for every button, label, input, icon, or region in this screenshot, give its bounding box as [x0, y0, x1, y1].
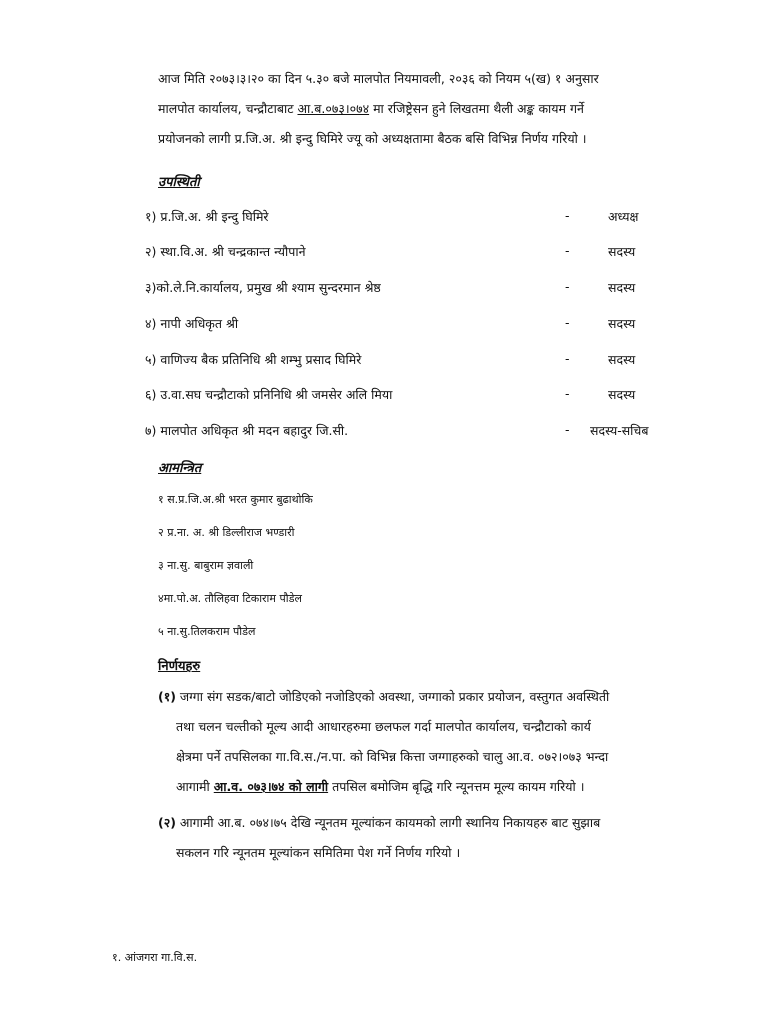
decisions-heading: निर्णयहरु — [158, 659, 201, 674]
invited-item: १ स.प्र.जि.अ.श्री भरत कुमार बुढाथोकि — [158, 493, 313, 506]
decision-number: (१) — [158, 689, 176, 704]
attendance-row — [145, 351, 705, 375]
invited-item: ४मा.पो.अ. तौलिहवा टिकाराम पौडेल — [158, 592, 302, 605]
decision-1-line-4-start: आगामी — [176, 779, 214, 794]
attendance-row — [145, 315, 705, 339]
decision-1-line-3: क्षेत्रमा पर्ने तपसिलका गा.वि.स./न.पा. को विभिन्न कित्ता जग्गाहरुको चालु आ.व. ०७२।०७३ भन्दा — [176, 749, 609, 764]
separator-dash: - — [565, 422, 570, 437]
member-name: ५) वाणिज्य बैक प्रतिनिधि श्री शम्भु प्रसाद घिमिरे — [145, 352, 362, 367]
separator-dash: - — [565, 315, 570, 330]
intro-line-2-rest: मा रजिष्ट्रेसन हुने लिखतमा थैली अङ्क कायम गर्ने — [369, 101, 584, 116]
member-name: ७) मालपोत अधिकृत श्री मदन बहादुर जि.सी. — [145, 423, 349, 438]
member-name: ४) नापी अधिकृत श्री — [145, 316, 239, 331]
attendance-row — [145, 386, 705, 410]
fiscal-year: आ.ब.०७३।०७४ — [297, 101, 370, 116]
attendance-row — [145, 208, 705, 232]
decision-number: (२) — [158, 815, 176, 830]
invited-item: २ प्र.ना. अ. श्री डिल्लीराज भण्डारी — [158, 526, 295, 539]
decision-1-text: जग्गा संग सडक/बाटो जोडिएको नजोडिएको अवस्था, जग्गाको प्रकार प्रयोजन, वस्तुगत अवस्थिती — [175, 689, 610, 704]
attendance-heading: उपस्थिती — [158, 175, 200, 190]
decision-2-line-1 — [158, 808, 698, 838]
member-role: सदस्य — [608, 352, 636, 367]
invited-heading: आमन्त्रित — [158, 461, 202, 476]
fiscal-year-emphasis: आ.व. ०७३।७४ को लागी — [213, 779, 329, 794]
decision-1 — [158, 682, 698, 802]
decision-2-text: आगामी आ.ब. ०७४।७५ देखि न्यूनतम मूल्यांकन कायमको लागी स्थानिय निकायहरु बाट सुझाब — [175, 815, 601, 830]
intro-line-1: आज मिति २०७३।३।२० का दिन ५.३० बजे मालपोत नियमावली, २०३६ को नियम ५(ख) १ अनुसार — [158, 71, 599, 86]
intro-line-3: प्रयोजनको लागी प्र.जि.अ. श्री इन्दु घिमिरे ज्यू को अध्यक्षतामा बैठक बसि विभिन्न निर्णय गरियो । — [158, 131, 587, 146]
member-role: सदस्य — [608, 387, 636, 402]
decision-1-line-4-rest: तपसिल बमोजिम बृद्धि गरि न्यूनत्तम मूल्य कायम गरियो । — [328, 779, 585, 794]
member-name: ६) उ.वा.सघ चन्द्रौटाको प्रनिनिधि श्री जमसेर अलि मिया — [145, 387, 393, 402]
member-name: २) स्था.वि.अ. श्री चन्द्रकान्त न्यौपाने — [145, 244, 306, 259]
attendance-row — [145, 422, 705, 446]
member-name: १) प्र.जि.अ. श्री इन्दु घिमिरे — [145, 209, 269, 224]
member-name: ३)को.ले.नि.कार्यालय, प्रमुख श्री श्याम सुन्दरमान श्रेष्ठ — [145, 280, 381, 295]
invited-item: ३ ना.सु. बाबुराम ज्ञवाली — [158, 559, 254, 572]
member-role: अध्यक्ष — [608, 209, 639, 224]
separator-dash: - — [565, 386, 570, 401]
member-role: सदस्य-सचिब — [590, 423, 649, 438]
decision-2 — [158, 808, 698, 868]
attendance-row — [145, 279, 705, 303]
intro-paragraph — [158, 64, 698, 154]
intro-line-2-text: मालपोत कार्यालय, चन्द्रौटाबाट — [158, 101, 298, 116]
separator-dash: - — [565, 351, 570, 366]
member-role: सदस्य — [608, 316, 636, 331]
member-role: सदस्य — [608, 280, 636, 295]
decision-1-line-2: तथा चलन चल्तीको मूल्य आदी आधारहरुमा छलफल गर्दा मालपोत कार्यालय, चन्द्रौटाको कार्य — [176, 719, 591, 734]
footer-note: १. आंजगरा गा.वि.स. — [112, 951, 198, 964]
decision-1-line-4 — [158, 772, 698, 802]
intro-line-2 — [158, 94, 698, 124]
attendance-row — [145, 243, 705, 267]
decision-2-line-2: सकलन गरि न्यूनतम मूल्यांकन समितिमा पेश गर्ने निर्णय गरियो । — [176, 845, 461, 860]
separator-dash: - — [565, 243, 570, 258]
separator-dash: - — [565, 279, 570, 294]
member-role: सदस्य — [608, 244, 636, 259]
decision-1-line-1 — [158, 682, 698, 712]
invited-item: ५ ना.सु.तिलकराम पौडेल — [158, 625, 256, 638]
separator-dash: - — [565, 208, 570, 223]
